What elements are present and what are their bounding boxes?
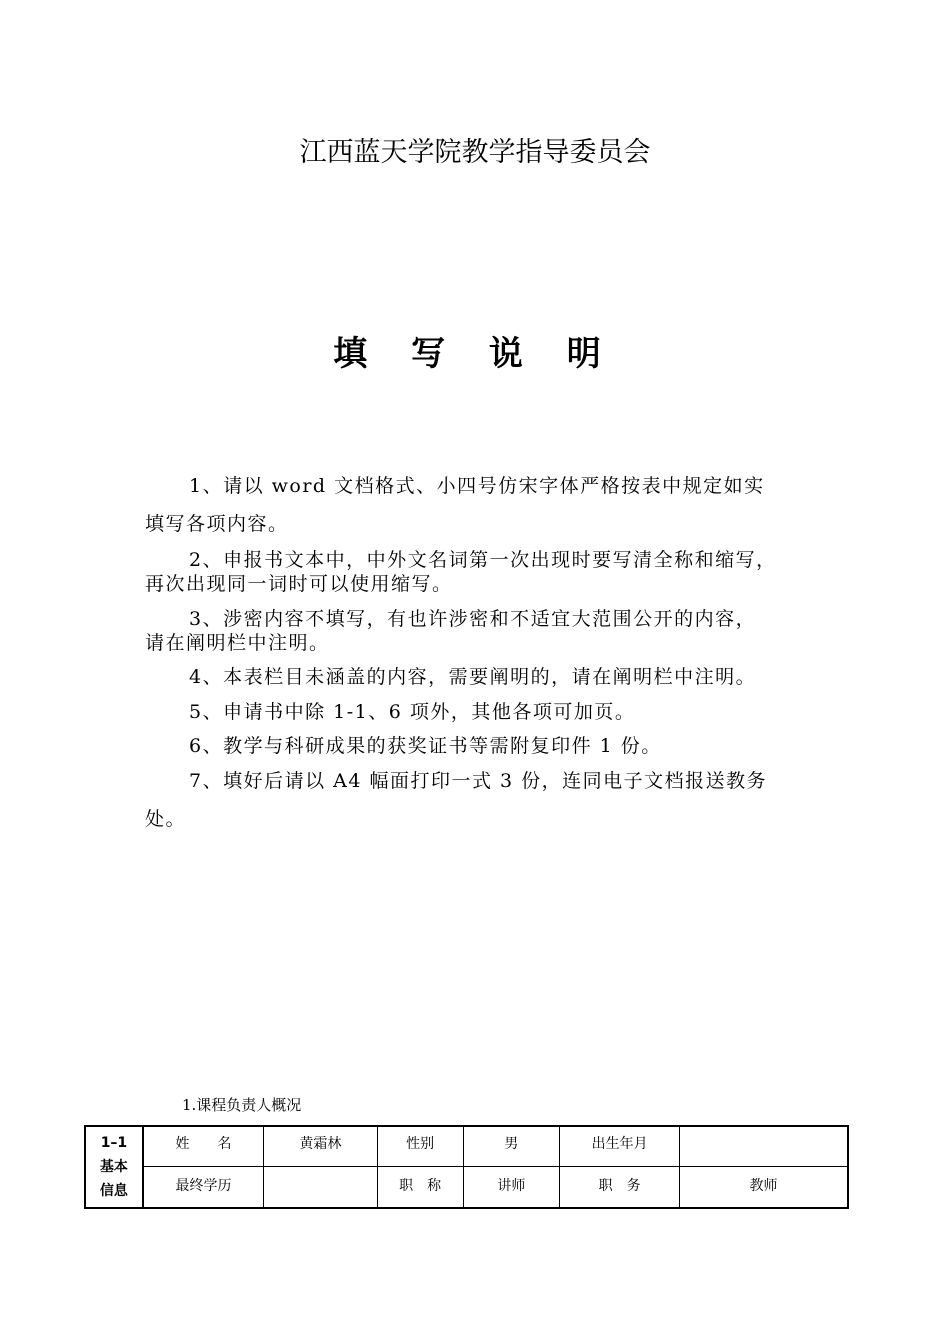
professional-title-label: 职 称 [377, 1166, 463, 1208]
instruction-3-line-1: 3、涉密内容不填写，有也许涉密和不适宜大范围公开的内容， [189, 608, 757, 630]
position-value[interactable]: 教师 [679, 1166, 848, 1208]
org-title: 江西蓝天学院教学指导委员会 [299, 137, 651, 168]
instruction-1-line-1: 1、请以 word 文档格式、小四号仿宋字体严格按表中规定如实 [189, 475, 765, 497]
instruction-2-line-2: 再次出现同一词时可以使用缩写。 [145, 573, 453, 595]
section-label-info: 信息 [99, 1183, 128, 1199]
instruction-1-line-2: 填写各项内容。 [145, 513, 289, 535]
instruction-4: 4、本表栏目未涵盖的内容，需要阐明的，请在阐明栏中注明。 [189, 666, 757, 688]
education-value[interactable] [264, 1166, 378, 1208]
section-label-basic: 基本 [99, 1159, 128, 1175]
name-label: 姓 名 [143, 1126, 264, 1166]
birth-date-label: 出生年月 [560, 1126, 680, 1166]
name-value[interactable]: 黄霜林 [264, 1126, 378, 1166]
section-label-cell [85, 1126, 143, 1208]
professional-title-value[interactable]: 讲师 [463, 1166, 560, 1208]
basic-info-table [84, 1125, 849, 1209]
instruction-7-line-2: 处。 [145, 808, 187, 830]
table-row [85, 1166, 848, 1208]
education-label: 最终学历 [143, 1166, 264, 1208]
birth-date-value[interactable] [679, 1126, 848, 1166]
section-number-label: 1–1 [100, 1135, 128, 1151]
instruction-3-line-2: 请在阐明栏中注明。 [145, 632, 330, 654]
instruction-7-line-1: 7、填好后请以 A4 幅面打印一式 3 份，连同电子文档报送教务 [189, 770, 768, 792]
table-row [85, 1126, 848, 1166]
gender-label: 性别 [377, 1126, 463, 1166]
instruction-2-line-1: 2、申报书文本中，中外文名词第一次出现时要写清全称和缩写， [189, 549, 777, 571]
instruction-5: 5、申请书中除 1-1、6 项外，其他各项可加页。 [189, 701, 636, 723]
instruction-6: 6、教学与科研成果的获奖证书等需附复印件 1 份。 [189, 735, 662, 757]
position-label: 职 务 [560, 1166, 680, 1208]
gender-value[interactable]: 男 [463, 1126, 560, 1166]
section-title: 填 写 说 明 [333, 334, 617, 374]
table-caption: 1.课程负责人概况 [182, 1096, 302, 1114]
